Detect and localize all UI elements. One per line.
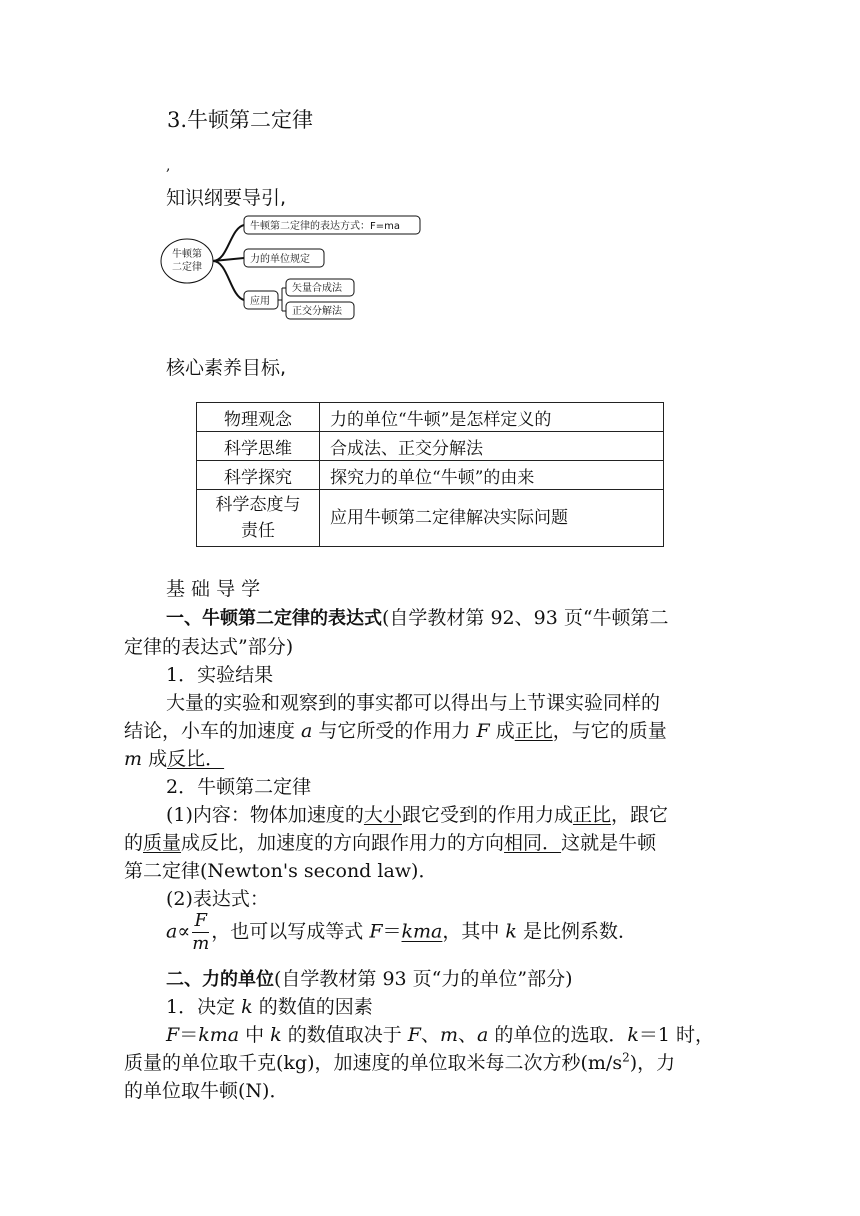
sec1-content-line1: (1)内容：物体加速度的大小跟它受到的作用力成正比，跟它 xyxy=(166,804,668,826)
mind-map-root-line1: 牛顿第 xyxy=(172,249,202,260)
core-goals-table xyxy=(196,402,664,547)
sec1-heading: 一、牛顿第二定律的表达式 xyxy=(166,608,382,629)
answer-blank: 大小 xyxy=(363,804,402,826)
sec2-line1: F＝kma 中 k 的数值取决于 F、m、a 的单位的选取．k＝1 时， xyxy=(166,1024,715,1046)
goal-key: 科学探究 xyxy=(197,461,320,490)
answer-blank: 质量 xyxy=(143,832,182,854)
answer-blank: 正比 xyxy=(514,720,553,742)
mind-map-branch1: 牛顿第二定律的表达方式：F=ma xyxy=(250,221,400,232)
sec1-p1-line1: 大量的实验和观察到的事实都可以得出与上节课实验同样的 xyxy=(166,692,661,714)
mind-map-root-node xyxy=(161,239,213,283)
knowledge-outline-heading: 知识纲要导引, xyxy=(166,187,287,209)
sec2-line2: 质量的单位取千克(kg)，加速度的单位取米每二次方秒$(m/s^2)$，力 xyxy=(124,1050,676,1074)
goal-key-line2: 责任 xyxy=(241,521,275,541)
sec2-item1: 1．决定 k 的数值的因素 xyxy=(166,996,373,1018)
basics-heading: 基 础 导 学 xyxy=(166,578,261,600)
mind-map-root-line2: 二定律 xyxy=(172,262,202,273)
mind-map-sub2: 正交分解法 xyxy=(292,306,342,317)
answer-blank: 正比 xyxy=(572,804,611,826)
sec2-line3: 的单位取牛顿(N)． xyxy=(124,1080,289,1102)
answer-blank: 相同． xyxy=(504,832,562,854)
table-row xyxy=(197,490,664,547)
goal-key: 物理观念 xyxy=(197,403,320,432)
table-row xyxy=(197,432,664,461)
sec1-p1-line2: 结论，小车的加速度 a 与它所受的作用力 F 成正比，与它的质量 xyxy=(124,720,667,742)
mind-map-branch3: 应用 xyxy=(250,296,270,307)
sec1-heading-line xyxy=(166,603,782,630)
mind-map-brace-upper xyxy=(213,225,244,261)
goal-value: 合成法、正交分解法 xyxy=(320,432,664,461)
sec1-ref-cont: 定律的表达式”部分) xyxy=(124,636,294,658)
table-row xyxy=(197,461,664,490)
section-title: 3.牛顿第二定律 xyxy=(167,108,314,132)
sec2-ref: (自学教材第 93 页“力的单位”部分) xyxy=(274,968,573,990)
sec1-ref: (自学教材第 92、93 页“牛顿第二 xyxy=(382,607,669,629)
mind-map-brace-lower xyxy=(213,261,244,300)
mind-map-sub1: 矢量合成法 xyxy=(292,283,342,294)
table-row xyxy=(197,403,664,432)
sec1-item2: 2．牛顿第二定律 xyxy=(166,776,312,798)
goal-key xyxy=(197,490,320,547)
sec2-heading-line xyxy=(166,964,782,991)
mind-map xyxy=(158,210,438,325)
sec1-content-line3: 第二定律(Newton's second law)． xyxy=(124,860,438,882)
mind-map-sub-bracket xyxy=(278,288,286,311)
answer-blank: kma xyxy=(401,920,443,943)
fraction: $\frac{F}{m}$ xyxy=(192,910,210,954)
goal-value: 力的单位“牛顿”是怎样定义的 xyxy=(320,403,664,432)
goal-key: 科学思维 xyxy=(197,432,320,461)
core-literacy-heading: 核心素养目标, xyxy=(166,357,287,379)
mind-map-branch2: 力的单位规定 xyxy=(250,254,310,265)
goal-key-line1: 科学态度与 xyxy=(215,495,301,515)
sec1-p1-line3: m 成反比． xyxy=(124,748,225,770)
goal-value: 探究力的单位“牛顿”的由来 xyxy=(320,461,664,490)
stray-mark: , xyxy=(166,158,171,174)
answer-blank: 反比． xyxy=(167,748,225,770)
sec1-formula: a∝ $\frac{F}{m}$ ，也可以写成等式 F＝kma，其中 k 是比例系数． xyxy=(166,910,637,954)
goal-value: 应用牛顿第二定律解决实际问题 xyxy=(320,490,664,547)
sec1-content-line2: 的质量成反比，加速度的方向跟作用力的方向相同．这就是牛顿 xyxy=(124,832,657,854)
sec1-expr-label: (2)表达式： xyxy=(166,888,269,910)
sec2-heading: 二、力的单位 xyxy=(166,969,274,990)
sec1-item1: 1．实验结果 xyxy=(166,664,274,686)
